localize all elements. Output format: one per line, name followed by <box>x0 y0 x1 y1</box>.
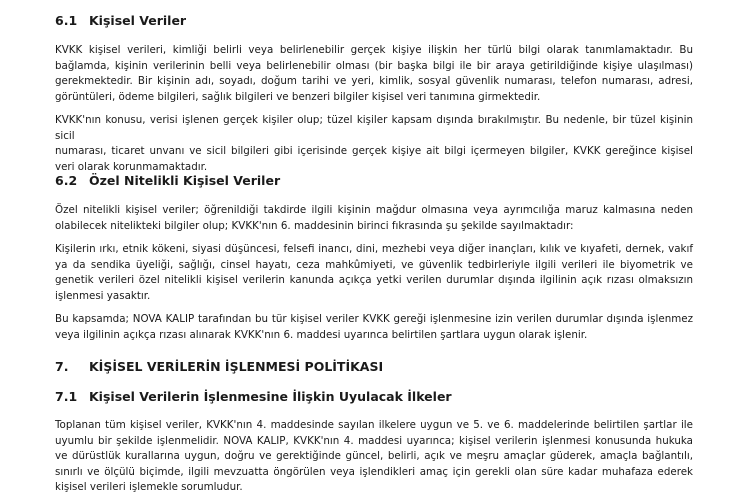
section-number: 7. <box>55 359 69 374</box>
text-line: olabilecek nitelikteki bilgiler olup; KVKK'nın 6. maddesinin birinci fıkrasında şu şekilde sayılmaktadır: <box>55 219 574 232</box>
text-line: Kişilerin ırkı, etnik kökeni, siyasi düşüncesi, felsefi inancı, dini, mezhebi veya diğer inançları, kılık ve kıyafeti, dernek, vakıf <box>55 243 693 255</box>
text-line: numarası, ticaret unvanı ve sicil bilgileri gibi içerisinde gerçek kişiye ait bilgi içermeyen bilgiler, KVKK gereğince kişisel <box>55 145 693 157</box>
text-line: gerekmektedir. Bir kişinin adı, soyadı, doğum tarihi ve yeri, kimlik, sosyal güvenlik numarası, telefon numarası, adresi, <box>55 75 693 87</box>
section-heading <box>55 173 280 189</box>
text-line: sınırlı ve ölçülü biçimde, ilgili mevzuatta öngörülen veya işlendikleri amaç için gerekli olan süre kadar muhafaza ederek <box>55 465 693 478</box>
section-title: KİŞİSEL VERİLERİN İŞLENMESİ POLİTİKASI <box>89 359 384 374</box>
text-line: kişisel verileri işlemekle sorumludur. <box>55 481 243 493</box>
text-line: ya da sendika üyeliği, sağlığı, cinsel hayatı, ceza mahkûmiyeti, ve güvenlik tedbirleriyle ilgili verileri ile biyometrik ve <box>55 258 693 271</box>
paragraph <box>55 113 693 175</box>
text-line: KVKK'nın konusu, verisi işlenen gerçek kişiler olup; tüzel kişiler kapsam dışında bırakılmıştır. Bu nedenle, bir tüzel kişinin sicil <box>55 114 693 142</box>
text-line: bağlamda, kişinin verilerinin belli veya belirlenebilir olması (bir başka bilgi ile bir araya getirildiğinde kişiye ulaşılması) <box>55 59 693 72</box>
text-line: Toplanan tüm kişisel veriler, KVKK'nın 4. maddesinde sayılan ilkelere uygun ve 5. ve 6. maddelerinde belirtilen şartlar ile <box>55 419 693 431</box>
text-line: genetik verileri özel nitelikli kişisel verilerin kanunda açıkça yetki verilen durumlar dışında ilgilinin açık rızası olmaksızın <box>55 274 693 286</box>
section-heading <box>55 389 452 405</box>
text-line: veya ilgilinin açıkça rızası alınarak KVKK'nın 6. maddesi uyarınca belirtilen şartlara uygun olarak işlenir. <box>55 328 588 341</box>
section-number: 6.2 <box>55 173 78 188</box>
section-number: 7.1 <box>55 389 78 404</box>
text-line: Özel nitelikli kişisel veriler; öğrenildiği takdirde ilgili kişinin mağdur olmasına veya ayrımcılığa maruz kalmasına neden <box>55 204 693 216</box>
chapter-heading <box>55 359 383 375</box>
text-line: işlenmesi yasaktır. <box>55 289 151 302</box>
section-heading <box>55 13 186 29</box>
text-line: ve dürüstlük kurallarına uygun, doğru ve gerektiğinde güncel, belirli, açık ve meşru amaçlar güderek, amaçla bağlantılı, <box>55 450 693 462</box>
section-title: Kişisel Veriler <box>89 13 187 28</box>
text-line: veri olarak korunmamaktadır. <box>55 160 208 173</box>
section-title: Kişisel Verilerin İşlenmesine İlişkin Uyulacak İlkeler <box>89 389 452 404</box>
text-line: KVKK kişisel verileri, kimliği belirli veya belirlenebilir gerçek kişiye ilişkin her türlü bilgi olarak tanımlamaktadır. Bu <box>55 44 693 56</box>
text-line: görüntüleri, ödeme bilgileri, sağlık bilgileri ve benzeri bilgiler kişisel veri tanımına girmektedir. <box>55 90 541 103</box>
paragraph <box>55 312 693 343</box>
paragraph <box>55 242 693 304</box>
text-line: Bu kapsamda; NOVA KALIP tarafından bu tür kişisel veriler KVKK gereği işlenmesine izin verilen durumlar dışında işlenmez <box>55 313 693 325</box>
text-line: uyumlu bir şekilde işlenmelidir. NOVA KALIP, KVKK'nın 4. maddesi uyarınca; kişisel verilerin işlenmesi konusunda hukuka <box>55 434 693 447</box>
paragraph <box>55 43 693 105</box>
section-title: Özel Nitelikli Kişisel Veriler <box>89 173 281 188</box>
paragraph <box>55 203 693 234</box>
section-number: 6.1 <box>55 13 78 28</box>
paragraph <box>55 418 693 496</box>
